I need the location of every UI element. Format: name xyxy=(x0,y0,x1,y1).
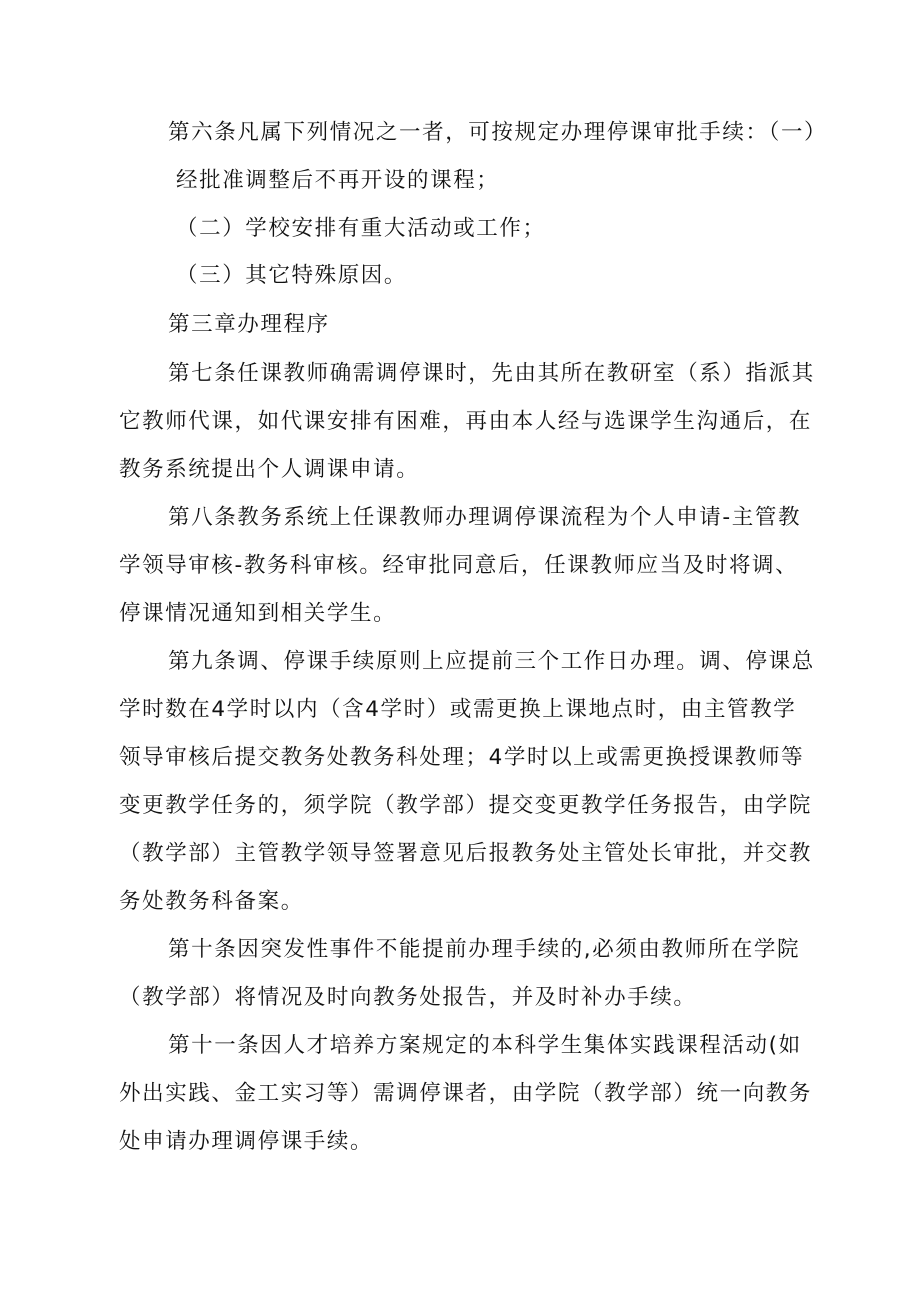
article-7-line-3: 教务系统提出个人调课申请。 xyxy=(119,457,420,482)
article-6-item-2: （二）学校安排有重大活动或工作； xyxy=(176,216,546,241)
article-10-line-1: 第十条因突发性事件不能提前办理手续的,必须由教师所在学院 xyxy=(168,937,801,962)
article-11-line-1: 第十一条因人才培养方案规定的本科学生集体实践课程活动(如 xyxy=(168,1033,802,1058)
article-7-line-2: 它教师代课，如代课安排有困难，再由本人经与选课学生沟通后，在 xyxy=(119,409,813,434)
article-9-line-4: 变更教学任务的，须学院（教学部）提交变更教学任务报告，由学院 xyxy=(119,793,813,818)
article-9-line-1: 第九条调、停课手续原则上应提前三个工作日办理。调、停课总 xyxy=(168,649,815,674)
article-11-line-3: 处申请办理调停课手续。 xyxy=(119,1129,374,1154)
article-9-line-5: （教学部）主管教学领导签署意见后报教务处主管处长审批，并交教 xyxy=(119,841,813,866)
article-9-line-6: 务处教务科备案。 xyxy=(119,889,304,914)
chapter-3-heading: 第三章办理程序 xyxy=(168,312,330,337)
article-6-line-2: 经批准调整后不再开设的课程； xyxy=(176,168,500,193)
article-10-line-2: （教学部）将情况及时向教务处报告，并及时补办手续。 xyxy=(119,985,697,1010)
article-8-line-1: 第八条教务系统上任课教师办理调停课流程为个人申请-主管教 xyxy=(168,505,802,530)
article-7-line-1: 第七条任课教师确需调停课时，先由其所在教研室（系）指派其 xyxy=(168,361,815,386)
article-8-line-3: 停课情况通知到相关学生。 xyxy=(119,601,397,626)
article-8-line-2: 学领导审核-教务科审核。经审批同意后，任课教师应当及时将调、 xyxy=(119,553,799,578)
article-11-line-2: 外出实践、金工实习等）需调停课者，由学院（教学部）统一向教务 xyxy=(119,1081,813,1106)
article-6-item-3: （三）其它特殊原因。 xyxy=(176,263,408,288)
article-9-line-3: 领导审核后提交教务处教务科处理；4学时以上或需更换授课教师等 xyxy=(119,745,805,770)
article-9-line-2: 学时数在4学时以内（含4学时）或需更换上课地点时，由主管教学 xyxy=(119,697,797,722)
article-6-line-1: 第六条凡属下列情况之一者，可按规定办理停课审批手续：（一） xyxy=(168,120,828,145)
